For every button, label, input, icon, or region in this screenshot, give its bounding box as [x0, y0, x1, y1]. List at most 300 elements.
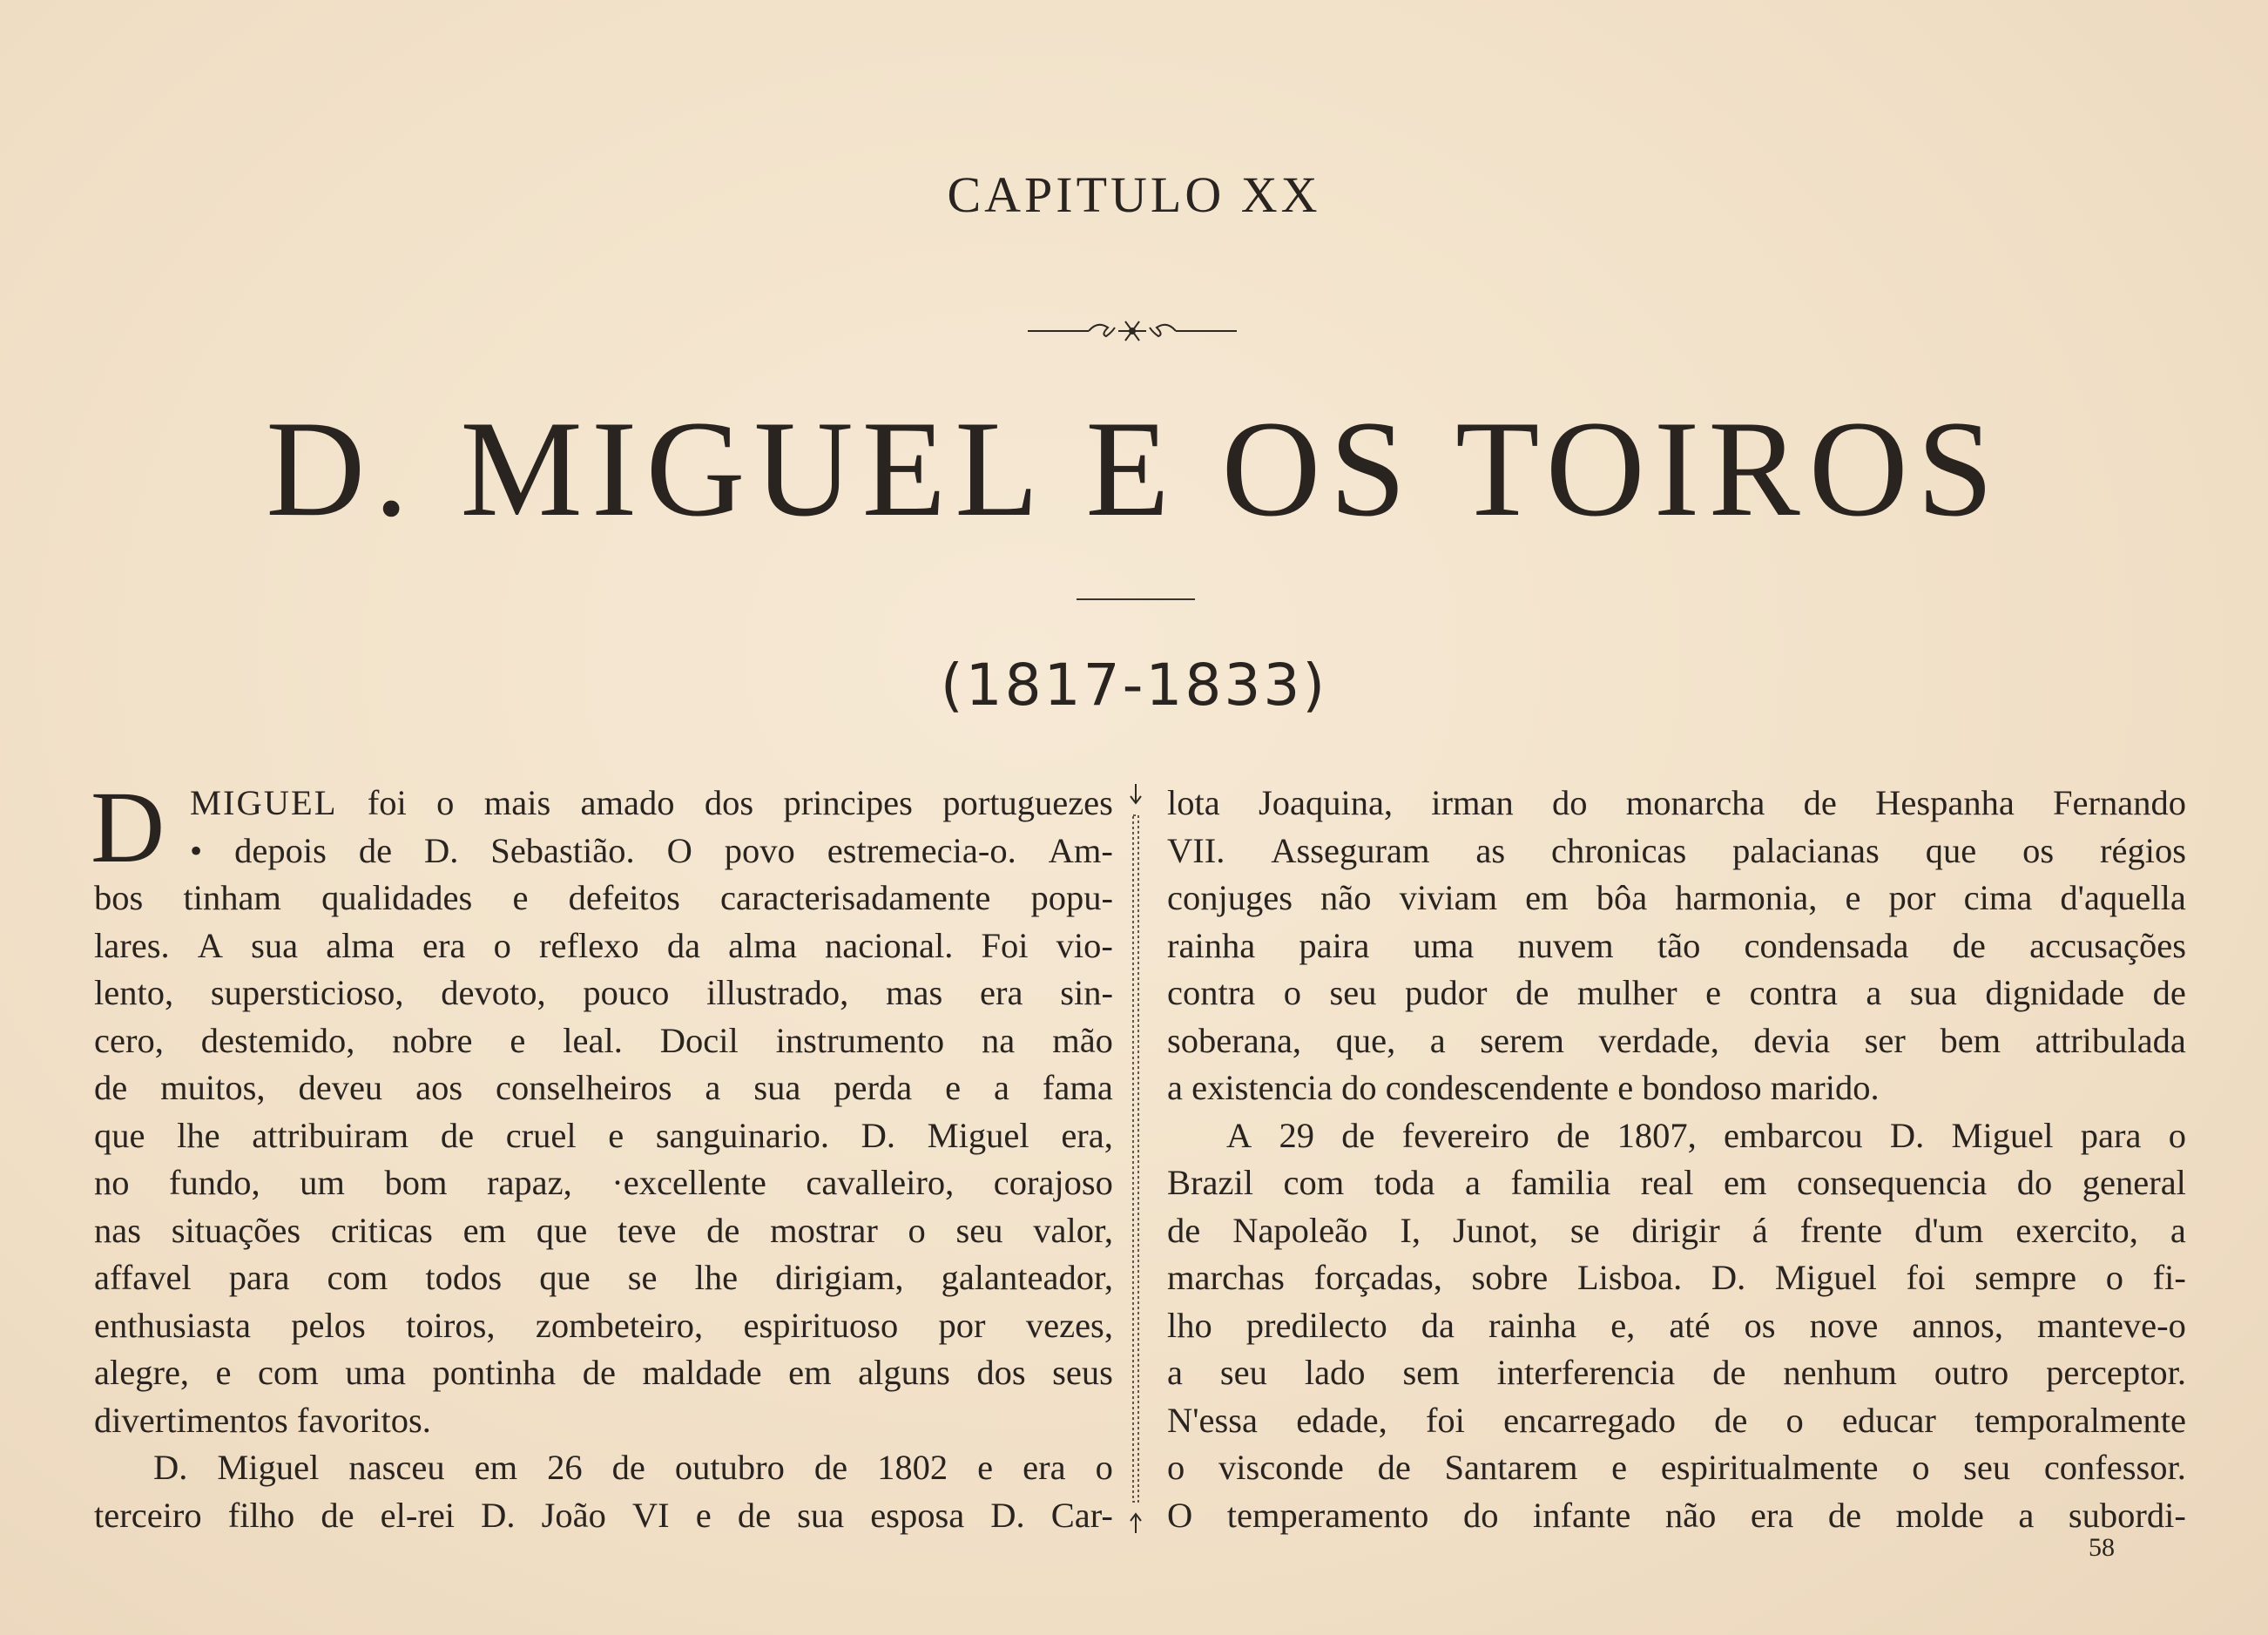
word: chronicas — [1551, 830, 1687, 870]
word: um — [300, 1163, 345, 1202]
word: mostrar — [770, 1210, 878, 1250]
word: não — [1664, 1495, 1717, 1535]
word: sempre — [1974, 1258, 2077, 1297]
word: attribulada — [2035, 1020, 2186, 1060]
word: que — [1925, 830, 1977, 870]
word: vezes, — [1025, 1305, 1113, 1345]
text-line — [1167, 1444, 2186, 1492]
word: depois — [234, 830, 327, 870]
word: de — [1341, 1115, 1375, 1155]
word: e — [1705, 973, 1722, 1012]
word: dignidade — [1985, 973, 2125, 1012]
date-range: (1817-1833) — [940, 652, 1328, 719]
text-line — [1167, 1112, 2186, 1160]
word: O — [1167, 1495, 1193, 1535]
word: serem — [1480, 1020, 1564, 1060]
word: mulher — [1576, 973, 1677, 1012]
word: real — [1640, 1163, 1694, 1202]
word: Miguel — [1951, 1115, 2054, 1155]
text-line — [1167, 970, 2186, 1017]
word: de — [440, 1115, 475, 1155]
word: e — [215, 1353, 232, 1392]
word: e — [608, 1115, 624, 1155]
text-line — [1167, 828, 2186, 875]
word: nuvem — [1517, 925, 1614, 965]
word: os — [1744, 1305, 1776, 1345]
word: cima — [1963, 878, 2033, 917]
word: cavalleiro, — [806, 1163, 955, 1202]
page-number: 58 — [2089, 1533, 2115, 1562]
word: Car- — [1050, 1495, 1113, 1535]
word: cruel — [505, 1115, 577, 1155]
text-line — [1167, 1159, 2186, 1207]
word: a — [705, 1068, 721, 1107]
word: era — [422, 925, 466, 965]
word: Fernando — [2053, 783, 2186, 822]
word: perceptor. — [2046, 1353, 2186, 1392]
word: sua — [797, 1495, 845, 1535]
text-line — [1167, 1207, 2186, 1255]
word: e — [510, 1020, 526, 1060]
word: que — [539, 1258, 591, 1297]
text-line — [94, 1397, 1113, 1445]
word: toda — [1374, 1163, 1435, 1202]
word: 1802 — [877, 1448, 948, 1487]
word: terceiro — [94, 1495, 202, 1535]
word: seus — [1052, 1353, 1113, 1392]
word: predilecto — [1245, 1305, 1387, 1345]
word: uma — [345, 1353, 406, 1392]
text-line — [94, 1207, 1113, 1255]
word: alma — [326, 925, 395, 965]
word: que, — [1335, 1020, 1396, 1060]
word: verdade, — [1598, 1020, 1719, 1060]
text-line — [1167, 1397, 2186, 1445]
word: e, — [1610, 1305, 1636, 1345]
word: Miguel — [1774, 1258, 1877, 1297]
chapter-heading: CAPITULO XX — [947, 166, 1321, 223]
word: em — [462, 1210, 507, 1250]
text-line — [94, 970, 1113, 1017]
word: accusações — [2029, 925, 2186, 965]
word: foi — [1425, 1400, 1465, 1440]
word: frente — [1799, 1210, 1883, 1250]
word: foi — [1906, 1258, 1946, 1297]
word: manteve-o — [2036, 1305, 2186, 1345]
word: galanteador, — [941, 1258, 1113, 1297]
text-line — [94, 1254, 1113, 1302]
word: molde — [1895, 1495, 1984, 1535]
text-line — [94, 1017, 1113, 1065]
word: 29 — [1279, 1115, 1314, 1155]
word: lento, — [94, 973, 174, 1012]
word: alguns — [858, 1353, 950, 1392]
word: viviam — [1399, 878, 1498, 917]
word: palacianas — [1732, 830, 1880, 870]
word: ·excellente — [611, 1163, 766, 1202]
word: o — [1785, 1400, 1804, 1440]
word: Brazil — [1167, 1163, 1253, 1202]
word: de — [1803, 783, 1837, 822]
word: illustrado, — [706, 973, 849, 1012]
word: valor, — [1033, 1210, 1113, 1250]
word: situações — [171, 1210, 301, 1250]
word: e — [977, 1448, 994, 1487]
text-line — [94, 1159, 1113, 1207]
word: forçadas, — [1313, 1258, 1442, 1297]
word: o — [1283, 973, 1301, 1012]
word: Napoleão — [1232, 1210, 1368, 1250]
word: e — [1845, 878, 1861, 917]
word: de — [1556, 1115, 1590, 1155]
word: cero, — [94, 1020, 164, 1060]
word: do — [2016, 1163, 2053, 1202]
word: de — [706, 1210, 740, 1250]
text-line — [1167, 922, 2186, 970]
word: teve — [617, 1210, 677, 1250]
word: até — [1669, 1305, 1711, 1345]
word: leal. — [563, 1020, 623, 1060]
word: marchas — [1167, 1258, 1285, 1297]
word: D. — [153, 1448, 188, 1487]
word: lho — [1167, 1305, 1212, 1345]
word: mas — [886, 973, 943, 1012]
word: de — [1377, 1448, 1411, 1487]
word: criticas — [330, 1210, 433, 1250]
word: interferencia — [1496, 1353, 1676, 1392]
word: Joaquina, — [1258, 783, 1394, 822]
word: rainha — [1167, 925, 1256, 965]
word: alma — [728, 925, 797, 965]
word: fama — [1042, 1068, 1113, 1107]
text-line — [1167, 1492, 2186, 1540]
right-column — [1167, 780, 2186, 1539]
word: attribuiram — [252, 1115, 409, 1155]
word: esposa — [870, 1495, 965, 1535]
word: seu — [1963, 1448, 2011, 1487]
word: 26 — [547, 1448, 583, 1487]
word: nenhum — [1783, 1353, 1897, 1392]
word: de — [1167, 1210, 1201, 1250]
word: supersticioso, — [210, 973, 404, 1012]
word: dos — [976, 1353, 1026, 1392]
word: o — [1095, 1448, 1113, 1487]
word: a existencia do condescendente e bondoso marido. — [1167, 1068, 1880, 1107]
word: espirituoso — [743, 1305, 899, 1345]
text-line — [1167, 1302, 2186, 1350]
word: a — [994, 1068, 1009, 1107]
word: fevereiro — [1401, 1115, 1529, 1155]
text-line — [94, 1302, 1113, 1350]
word: á — [1752, 1210, 1768, 1250]
word: familia — [1510, 1163, 1611, 1202]
word: e — [1611, 1448, 1628, 1487]
word: régios — [2100, 830, 2186, 870]
word: por — [1888, 878, 1936, 917]
word: outro — [1934, 1353, 2009, 1392]
word: rapaz, — [486, 1163, 572, 1202]
word: a — [2170, 1210, 2186, 1250]
word: lhe — [177, 1115, 220, 1155]
text-line — [94, 1492, 1113, 1540]
word: se — [1569, 1210, 1600, 1250]
word: de — [582, 1353, 616, 1392]
word: deveu — [298, 1068, 383, 1107]
title-rule — [1077, 598, 1195, 600]
word: contra — [1167, 973, 1256, 1012]
word: nacional. — [825, 925, 954, 965]
word: seu — [1329, 973, 1377, 1012]
word: o — [2105, 1258, 2124, 1297]
word: affavel — [94, 1258, 192, 1297]
word: de — [737, 1495, 772, 1535]
word: corajoso — [993, 1163, 1113, 1202]
word: VI — [631, 1495, 670, 1535]
word: Docil — [659, 1020, 739, 1060]
word: toiros, — [406, 1305, 496, 1345]
word: devia — [1753, 1020, 1831, 1060]
word: harmonia, — [1675, 878, 1818, 917]
word: sin- — [1060, 973, 1113, 1012]
word: estremecia-o. — [827, 830, 1016, 870]
word: Lisboa. — [1576, 1258, 1683, 1297]
word: a — [1465, 1163, 1482, 1202]
word: instrumento — [775, 1020, 945, 1060]
word: Santarem — [1444, 1448, 1578, 1487]
word: tão — [1657, 925, 1701, 965]
word: exercito, — [2015, 1210, 2138, 1250]
word: edade, — [1296, 1400, 1387, 1440]
word: o — [1167, 1448, 1185, 1487]
word: de — [1515, 973, 1549, 1012]
word: no — [94, 1163, 130, 1202]
word: e — [695, 1495, 712, 1535]
word: aos — [415, 1068, 463, 1107]
word: João — [541, 1495, 606, 1535]
word: amado — [580, 783, 675, 822]
word: se — [627, 1258, 658, 1297]
word: todos — [425, 1258, 503, 1297]
word: uma — [1413, 925, 1475, 965]
word: outubro — [674, 1448, 785, 1487]
word: dirigiam, — [775, 1258, 904, 1297]
word: perda — [834, 1068, 913, 1107]
text-line — [94, 1112, 1113, 1160]
text-line — [1167, 875, 2186, 922]
word: D. — [423, 830, 459, 870]
word: alegre, — [94, 1353, 190, 1392]
word: de — [1712, 1353, 1746, 1392]
word: principes — [783, 783, 913, 822]
text-line — [1167, 780, 2186, 828]
word: el-rei — [380, 1495, 456, 1535]
word: d'um — [1914, 1210, 1984, 1250]
word: muitos, — [160, 1068, 266, 1107]
word: os — [2022, 830, 2055, 870]
word: de — [1827, 1495, 1862, 1535]
word: educar — [1841, 1400, 1936, 1440]
word: a — [2018, 1495, 2035, 1535]
word: D. — [1889, 1115, 1925, 1155]
text-line — [94, 1349, 1113, 1397]
word: maldade — [642, 1353, 762, 1392]
word: em — [788, 1353, 832, 1392]
word: condensada — [1744, 925, 1909, 965]
word: e — [512, 878, 529, 917]
word: enthusiasta — [94, 1305, 251, 1345]
word: zombeteiro, — [535, 1305, 704, 1345]
column-divider — [1129, 784, 1143, 1533]
word: 1807, — [1617, 1115, 1697, 1155]
word: seu — [1219, 1353, 1267, 1392]
word: visconde — [1218, 1448, 1344, 1487]
word: bem — [1940, 1020, 2001, 1060]
word: VII. — [1167, 830, 1225, 870]
word: d'aquella — [2060, 878, 2186, 917]
word: irman — [1431, 783, 1514, 822]
word: era — [1023, 1448, 1066, 1487]
word: bos — [94, 878, 144, 917]
text-line — [94, 1064, 1113, 1112]
word: sobre — [1471, 1258, 1549, 1297]
word: com — [1283, 1163, 1345, 1202]
word: da — [666, 925, 701, 965]
word: seu — [955, 1210, 1003, 1250]
word: de — [2152, 973, 2186, 1012]
word: era, — [1061, 1115, 1113, 1155]
word: rainha — [1488, 1305, 1577, 1345]
word: O — [666, 830, 692, 870]
word: a — [1866, 973, 1882, 1012]
word: MIGUEL — [190, 783, 338, 822]
word: na — [982, 1020, 1016, 1060]
word: tinham — [183, 878, 281, 917]
text-line — [1167, 1064, 2186, 1112]
word: pontinha — [432, 1353, 557, 1392]
word: dos — [704, 783, 754, 822]
word: pudor — [1405, 973, 1488, 1012]
word: em — [1525, 878, 1569, 917]
word: qualidades — [321, 878, 473, 917]
word: Foi — [981, 925, 1029, 965]
word: para — [2080, 1115, 2142, 1155]
word: nobre — [392, 1020, 473, 1060]
word: subordi- — [2068, 1495, 2186, 1535]
word: que — [536, 1210, 588, 1250]
word: devoto, — [441, 973, 546, 1012]
word: de — [94, 1068, 128, 1107]
word: de — [1714, 1400, 1748, 1440]
word: soberana, — [1167, 1020, 1302, 1060]
word: de — [1952, 925, 1986, 965]
word: pelos — [291, 1305, 366, 1345]
word: caracterisadamente — [720, 878, 991, 917]
word: A — [1226, 1115, 1252, 1155]
word: divertimentos favoritos. — [94, 1400, 431, 1440]
word: as — [1475, 830, 1506, 870]
word: paira — [1299, 925, 1370, 965]
text-line — [1167, 1254, 2186, 1302]
word: temporalmente — [1974, 1400, 2186, 1440]
word: Asseguram — [1271, 830, 1430, 870]
word: era — [980, 973, 1023, 1012]
word: lota — [1167, 783, 1220, 822]
word: nove — [1809, 1305, 1879, 1345]
word: pouco — [583, 973, 670, 1012]
word: mais — [483, 783, 551, 822]
page-title: D. MIGUEL E OS TOIROS — [266, 393, 2002, 545]
word: filho — [227, 1495, 295, 1535]
word: infante — [1532, 1495, 1631, 1535]
word: o — [1912, 1448, 1930, 1487]
word: sua — [251, 925, 299, 965]
text-line — [94, 875, 1113, 922]
word: sua — [1909, 973, 1957, 1012]
word: consequencia — [1797, 1163, 1988, 1202]
word: confessor. — [2043, 1448, 2186, 1487]
word: em — [474, 1448, 518, 1487]
word: o — [493, 925, 511, 965]
word: I, — [1400, 1210, 1421, 1250]
word: conjuges — [1167, 878, 1293, 917]
word: e — [945, 1068, 962, 1107]
word: era — [1750, 1495, 1794, 1535]
word: não — [1320, 878, 1372, 917]
word: povo — [724, 830, 795, 870]
word: Miguel — [927, 1115, 1029, 1155]
word: a — [1167, 1353, 1183, 1392]
word: o — [908, 1210, 926, 1250]
word: N'essa — [1167, 1400, 1259, 1440]
word: D. — [481, 1495, 516, 1535]
word: D. — [1711, 1258, 1746, 1297]
word: da — [1421, 1305, 1455, 1345]
word: de — [321, 1495, 354, 1535]
word: de — [358, 830, 393, 870]
text-line — [94, 780, 1113, 828]
word: bôa — [1596, 878, 1648, 917]
word: general — [2082, 1163, 2186, 1202]
word: vio- — [1056, 925, 1113, 965]
word: dirigir — [1631, 1210, 1720, 1250]
word: portuguezes — [942, 783, 1113, 822]
word: Junot, — [1452, 1210, 1538, 1250]
left-column — [91, 770, 1113, 1539]
word: D. — [861, 1115, 896, 1155]
word: ser — [1864, 1020, 1906, 1060]
word: a — [1429, 1020, 1446, 1060]
text-line — [1167, 1017, 2186, 1065]
word: por — [938, 1305, 986, 1345]
drop-cap: D — [91, 770, 165, 884]
word: fi- — [2152, 1258, 2186, 1297]
word: popu- — [1030, 878, 1113, 917]
word: A — [197, 925, 223, 965]
word: Am- — [1048, 830, 1113, 870]
word: Sebastião. — [490, 830, 635, 870]
word: nas — [94, 1210, 141, 1250]
word: lado — [1304, 1353, 1366, 1392]
word: • — [190, 830, 203, 870]
word: reflexo — [539, 925, 639, 965]
word: espiritualmente — [1660, 1448, 1879, 1487]
word: sanguinario. — [655, 1115, 830, 1155]
word: encarregado — [1503, 1400, 1676, 1440]
word: o — [436, 783, 455, 822]
word: temperamento — [1226, 1495, 1429, 1535]
word: lhe — [694, 1258, 739, 1297]
word: em — [1724, 1163, 1767, 1202]
